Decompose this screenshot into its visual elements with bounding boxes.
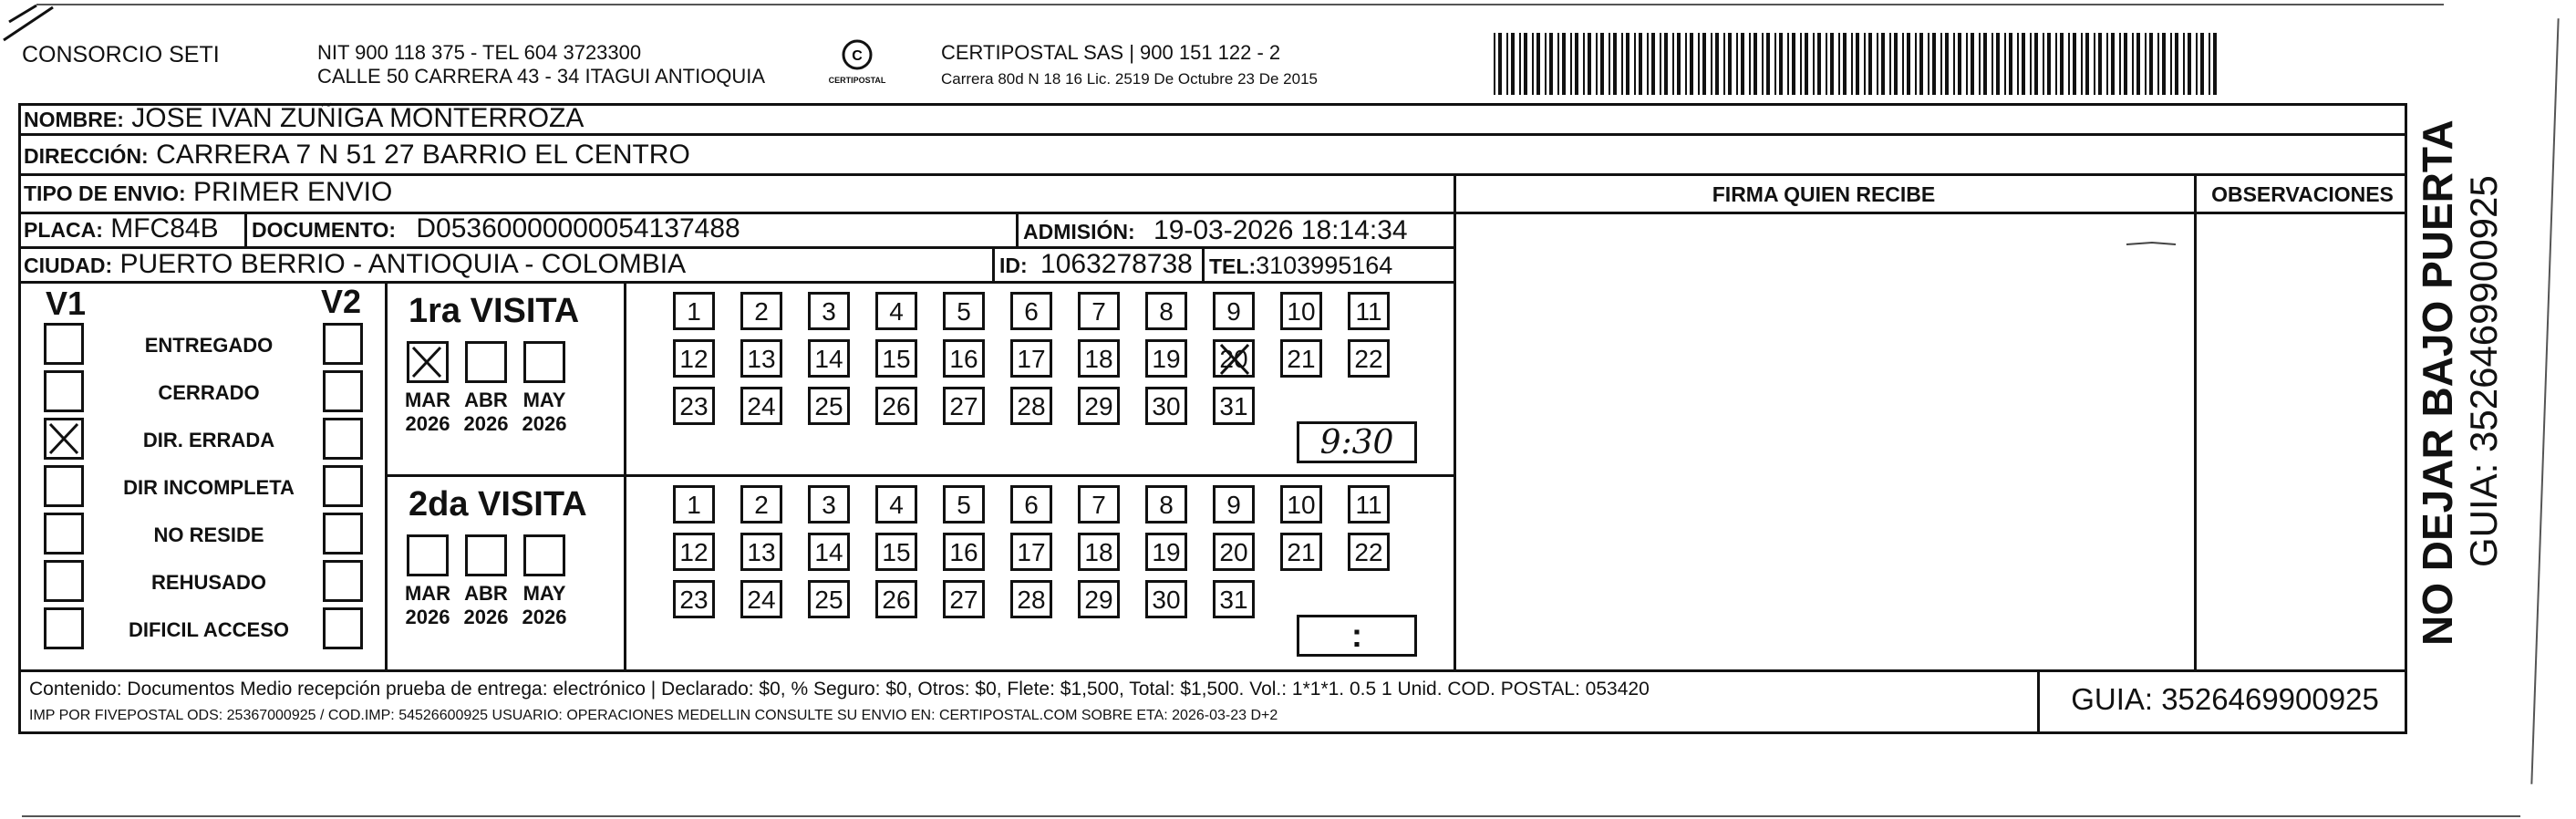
day-box[interactable] bbox=[1213, 339, 1255, 378]
v1-label: V1 bbox=[46, 285, 87, 322]
footer-imp: IMP POR FIVEPOSTAL ODS: 25367000925 / COD.IMP: 54526600925 USUARIO: OPERACIONES MEDELLIN CONSULTE SU ENVIO EN: CERTIPOSTAL.COM SOBRE ETA: 2026-03-23 D+2 bbox=[29, 708, 1278, 723]
day-box[interactable] bbox=[875, 339, 917, 378]
v1-checkbox[interactable] bbox=[44, 607, 84, 649]
month-checkbox[interactable] bbox=[407, 341, 449, 383]
month-name: ABR bbox=[464, 582, 508, 605]
day-box[interactable] bbox=[1348, 485, 1390, 524]
day-box[interactable] bbox=[740, 580, 782, 618]
tel-row bbox=[1209, 250, 1392, 282]
day-number: 4 bbox=[889, 297, 904, 326]
day-box[interactable] bbox=[1213, 292, 1255, 330]
status-label: ENTREGADO bbox=[144, 334, 274, 357]
day-box[interactable] bbox=[1010, 292, 1052, 330]
certipostal-address: Carrera 80d N 18 16 Lic. 2519 De Octubre 23 De 2015 bbox=[941, 70, 1318, 88]
day-number: 29 bbox=[1084, 392, 1113, 420]
day-number: 4 bbox=[889, 491, 904, 519]
v2-checkbox[interactable] bbox=[323, 418, 363, 460]
certipostal-logo bbox=[821, 38, 894, 93]
month-checkbox[interactable] bbox=[523, 341, 565, 383]
day-number: 11 bbox=[1355, 297, 1382, 326]
day-box[interactable] bbox=[1010, 339, 1052, 378]
direccion-value: CARRERA 7 N 51 27 BARRIO EL CENTRO bbox=[156, 140, 690, 170]
day-box[interactable] bbox=[740, 339, 782, 378]
day-box[interactable] bbox=[673, 580, 715, 618]
day-box[interactable] bbox=[1280, 292, 1322, 330]
day-number: 8 bbox=[1159, 491, 1174, 519]
day-box[interactable] bbox=[1078, 387, 1120, 425]
day-box[interactable] bbox=[740, 485, 782, 524]
day-number: 9 bbox=[1226, 491, 1241, 519]
day-box[interactable] bbox=[1280, 339, 1322, 378]
day-number: 15 bbox=[882, 345, 911, 373]
day-number: 16 bbox=[949, 345, 978, 373]
nombre-label: NOMBRE: bbox=[24, 108, 124, 131]
footer-contenido: Contenido: Documentos Medio recepción prueba de entrega: electrónico | Declarado: $0, % Seguro: $0, Otros: $0, Flete: $1,500, Total: $1,500. Vol.: 1*1*1. 0.5 1 Unid. COD. POSTAL: 053420 bbox=[29, 679, 1650, 700]
day-box[interactable] bbox=[808, 485, 850, 524]
day-number: 2 bbox=[754, 491, 769, 519]
month-checkbox[interactable] bbox=[523, 534, 565, 576]
day-box[interactable] bbox=[943, 485, 985, 524]
day-box[interactable] bbox=[1213, 580, 1255, 618]
v2-checkbox[interactable] bbox=[323, 465, 363, 507]
day-number: 24 bbox=[747, 392, 776, 420]
day-number: 22 bbox=[1354, 345, 1383, 373]
tel-value: 3103995164 bbox=[1256, 252, 1393, 279]
status-label: REHUSADO bbox=[151, 571, 266, 594]
visit2-title: 2da VISITA bbox=[409, 485, 587, 524]
tipo-label: TIPO DE ENVIO: bbox=[24, 181, 186, 205]
month-year: 2026 bbox=[463, 606, 509, 628]
day-box[interactable] bbox=[1348, 339, 1390, 378]
day-box[interactable] bbox=[1078, 580, 1120, 618]
page-edge bbox=[2530, 18, 2559, 784]
admision-label: ADMISIÓN: bbox=[1023, 220, 1135, 244]
id-value: 1063278738 bbox=[1040, 249, 1193, 279]
day-number: 3 bbox=[822, 297, 836, 326]
day-number: 14 bbox=[814, 538, 843, 566]
logo-text: CERTIPOSTAL bbox=[828, 76, 886, 85]
month-name: MAY bbox=[522, 582, 566, 605]
month-name: MAR bbox=[404, 389, 451, 411]
visit1-title: 1ra VISITA bbox=[409, 292, 580, 330]
day-number: 25 bbox=[814, 586, 843, 614]
ciudad-label: CIUDAD: bbox=[24, 254, 113, 277]
day-box[interactable] bbox=[1280, 533, 1322, 571]
month-name: ABR bbox=[464, 389, 508, 411]
barcode-icon bbox=[1494, 33, 2223, 95]
v2-checkbox[interactable] bbox=[323, 607, 363, 649]
day-number: 18 bbox=[1084, 345, 1113, 373]
month-name: MAY bbox=[522, 389, 566, 411]
day-box[interactable] bbox=[943, 533, 985, 571]
day-box[interactable] bbox=[808, 580, 850, 618]
day-number: 24 bbox=[747, 586, 776, 614]
day-number: 7 bbox=[1091, 491, 1106, 519]
day-number: 29 bbox=[1084, 586, 1113, 614]
month-name: MAR bbox=[404, 582, 451, 605]
company-address: CALLE 50 CARRERA 43 - 34 ITAGUI ANTIOQUIA bbox=[317, 65, 766, 88]
day-box[interactable] bbox=[1145, 485, 1187, 524]
certipostal-nit: CERTIPOSTAL SAS | 900 151 122 - 2 bbox=[941, 41, 1281, 64]
day-number: 7 bbox=[1091, 297, 1106, 326]
visit2-time-value: : bbox=[1351, 617, 1362, 654]
v1-checkbox[interactable] bbox=[44, 560, 84, 602]
v2-checkbox[interactable] bbox=[323, 323, 363, 365]
month-year: 2026 bbox=[405, 412, 450, 435]
footer-guia: GUIA: 3526469900925 bbox=[2071, 682, 2379, 716]
firma-header: FIRMA QUIEN RECIBE bbox=[1712, 182, 1936, 206]
no-dejar-bajo-puerta: NO DEJAR BAJO PUERTA bbox=[2414, 119, 2461, 646]
day-number: 16 bbox=[949, 538, 978, 566]
day-number: 26 bbox=[882, 392, 911, 420]
day-box[interactable] bbox=[943, 387, 985, 425]
admision-value: 19-03-2026 18:14:34 bbox=[1154, 215, 1408, 245]
day-number: 26 bbox=[882, 586, 911, 614]
day-number: 5 bbox=[957, 491, 971, 519]
day-number: 30 bbox=[1152, 392, 1181, 420]
signature-mark-icon bbox=[2125, 233, 2179, 252]
day-box[interactable] bbox=[808, 339, 850, 378]
day-box[interactable] bbox=[740, 387, 782, 425]
day-number: 13 bbox=[747, 538, 776, 566]
day-number: 25 bbox=[814, 392, 843, 420]
day-number: 19 bbox=[1152, 345, 1181, 373]
placa-value: MFC84B bbox=[110, 213, 219, 244]
day-box[interactable] bbox=[1213, 485, 1255, 524]
day-box[interactable] bbox=[1010, 580, 1052, 618]
v2-checkbox[interactable] bbox=[323, 560, 363, 602]
id-row bbox=[999, 249, 1193, 281]
svg-text:C: C bbox=[852, 48, 863, 64]
status-label: DIR. ERRADA bbox=[142, 429, 275, 451]
id-label: ID: bbox=[999, 254, 1028, 277]
day-box[interactable] bbox=[943, 292, 985, 330]
col-line bbox=[2194, 173, 2197, 669]
day-number: 17 bbox=[1017, 345, 1046, 373]
page-edge bbox=[22, 815, 2520, 817]
day-number: 17 bbox=[1017, 538, 1046, 566]
day-box[interactable] bbox=[673, 387, 715, 425]
day-number: 14 bbox=[814, 345, 843, 373]
col-line bbox=[1202, 246, 1205, 281]
month-year: 2026 bbox=[522, 412, 567, 435]
day-number: 1 bbox=[687, 297, 701, 326]
day-number: 23 bbox=[679, 586, 709, 614]
direccion-row bbox=[24, 140, 690, 171]
day-box[interactable] bbox=[875, 485, 917, 524]
visit2-time[interactable] bbox=[1297, 615, 1417, 657]
day-number: 13 bbox=[747, 345, 776, 373]
day-number: 8 bbox=[1159, 297, 1174, 326]
day-box[interactable] bbox=[875, 533, 917, 571]
day-number: 30 bbox=[1152, 586, 1181, 614]
status-label: DIFICIL ACCESO bbox=[128, 618, 289, 641]
visit1-time-value: 9:30 bbox=[1319, 424, 1394, 461]
day-box[interactable] bbox=[875, 387, 917, 425]
nit-tel: NIT 900 118 375 - TEL 604 3723300 bbox=[317, 41, 642, 64]
day-number: 2 bbox=[754, 297, 769, 326]
placa-label: PLACA: bbox=[24, 218, 103, 242]
tipo-value: PRIMER ENVIO bbox=[192, 177, 393, 207]
day-number: 6 bbox=[1024, 491, 1039, 519]
month-year: 2026 bbox=[405, 606, 450, 628]
day-number: 3 bbox=[822, 491, 836, 519]
day-number: 20 bbox=[1219, 345, 1248, 373]
status-label: CERRADO bbox=[158, 381, 260, 404]
tipo-row bbox=[24, 177, 392, 209]
day-number: 22 bbox=[1354, 538, 1383, 566]
status-label: DIR INCOMPLETA bbox=[123, 476, 295, 499]
month-checkbox[interactable] bbox=[465, 534, 507, 576]
day-number: 10 bbox=[1287, 491, 1316, 519]
day-box[interactable] bbox=[1145, 580, 1187, 618]
day-number: 9 bbox=[1226, 297, 1241, 326]
day-number: 28 bbox=[1017, 392, 1046, 420]
v1-checkbox[interactable] bbox=[44, 418, 84, 460]
v1-checkbox[interactable] bbox=[44, 370, 84, 412]
col-line bbox=[992, 246, 995, 281]
v2-checkbox[interactable] bbox=[323, 370, 363, 412]
day-number: 27 bbox=[949, 392, 978, 420]
day-box[interactable] bbox=[1145, 533, 1187, 571]
v1-checkbox[interactable] bbox=[44, 465, 84, 507]
day-number: 10 bbox=[1287, 297, 1316, 326]
v1-checkbox[interactable] bbox=[44, 323, 84, 365]
day-number: 31 bbox=[1219, 392, 1248, 420]
col-line bbox=[244, 212, 247, 246]
placa-row bbox=[24, 213, 219, 245]
status-label: NO RESIDE bbox=[153, 524, 264, 546]
day-box[interactable] bbox=[740, 533, 782, 571]
day-box[interactable] bbox=[673, 485, 715, 524]
day-box[interactable] bbox=[673, 339, 715, 378]
day-box[interactable] bbox=[808, 387, 850, 425]
day-number: 23 bbox=[679, 392, 709, 420]
day-number: 31 bbox=[1219, 586, 1248, 614]
month-year: 2026 bbox=[522, 606, 567, 628]
v1-checkbox[interactable] bbox=[44, 513, 84, 555]
day-box[interactable] bbox=[1010, 533, 1052, 571]
row-line bbox=[18, 173, 2407, 176]
ciudad-value: PUERTO BERRIO - ANTIOQUIA - COLOMBIA bbox=[119, 249, 687, 279]
day-box[interactable] bbox=[1280, 485, 1322, 524]
nombre-row bbox=[24, 103, 584, 135]
side-guia: GUIA: 3526469900925 bbox=[2462, 175, 2505, 567]
day-box[interactable] bbox=[875, 292, 917, 330]
day-box[interactable] bbox=[1145, 387, 1187, 425]
logo-icon bbox=[821, 38, 894, 71]
month-year: 2026 bbox=[463, 412, 509, 435]
day-number: 6 bbox=[1024, 297, 1039, 326]
day-number: 1 bbox=[687, 491, 701, 519]
day-box[interactable] bbox=[1078, 292, 1120, 330]
day-box[interactable] bbox=[740, 292, 782, 330]
day-number: 28 bbox=[1017, 586, 1046, 614]
day-box[interactable] bbox=[1213, 387, 1255, 425]
day-number: 19 bbox=[1152, 538, 1181, 566]
day-box[interactable] bbox=[1010, 485, 1052, 524]
col-line bbox=[385, 281, 388, 669]
day-box[interactable] bbox=[943, 580, 985, 618]
day-number: 27 bbox=[949, 586, 978, 614]
documento-row bbox=[252, 213, 740, 245]
ciudad-row bbox=[24, 249, 686, 281]
day-number: 18 bbox=[1084, 538, 1113, 566]
day-box[interactable] bbox=[808, 533, 850, 571]
admision-row bbox=[1023, 215, 1408, 247]
day-box[interactable] bbox=[673, 533, 715, 571]
day-number: 12 bbox=[679, 538, 709, 566]
day-box[interactable] bbox=[943, 339, 985, 378]
day-number: 11 bbox=[1355, 491, 1382, 519]
day-box[interactable] bbox=[1213, 533, 1255, 571]
col-line bbox=[624, 281, 626, 669]
documento-value: D05360000000054137488 bbox=[416, 213, 740, 244]
day-number: 5 bbox=[957, 297, 971, 326]
v2-checkbox[interactable] bbox=[323, 513, 363, 555]
day-number: 20 bbox=[1219, 538, 1248, 566]
observaciones-header: OBSERVACIONES bbox=[2211, 182, 2394, 206]
day-box[interactable] bbox=[1010, 387, 1052, 425]
day-box[interactable] bbox=[673, 292, 715, 330]
day-box[interactable] bbox=[1348, 533, 1390, 571]
nombre-value: JOSE IVAN ZUÑIGA MONTERROZA bbox=[131, 103, 585, 133]
day-box[interactable] bbox=[1348, 292, 1390, 330]
month-checkbox[interactable] bbox=[465, 341, 507, 383]
footer-line bbox=[18, 669, 2407, 672]
day-box[interactable] bbox=[875, 580, 917, 618]
day-number: 12 bbox=[679, 345, 709, 373]
month-checkbox[interactable] bbox=[407, 534, 449, 576]
visit1-time[interactable] bbox=[1297, 421, 1417, 463]
documento-label: DOCUMENTO: bbox=[252, 218, 397, 242]
day-box[interactable] bbox=[808, 292, 850, 330]
direccion-label: DIRECCIÓN: bbox=[24, 144, 149, 168]
day-box[interactable] bbox=[1078, 533, 1120, 571]
day-box[interactable] bbox=[1078, 485, 1120, 524]
day-box[interactable] bbox=[1145, 339, 1187, 378]
day-number: 15 bbox=[882, 538, 911, 566]
col-line bbox=[1016, 212, 1019, 246]
visit-divider bbox=[385, 474, 1454, 477]
col-line bbox=[2037, 669, 2040, 734]
top-border-line bbox=[36, 4, 2444, 5]
day-box[interactable] bbox=[1145, 292, 1187, 330]
day-number: 21 bbox=[1287, 345, 1316, 373]
company-name: CONSORCIO SETI bbox=[22, 42, 220, 67]
tel-label: TEL: bbox=[1209, 254, 1257, 278]
col-line bbox=[1454, 173, 1456, 669]
corner-mark-icon bbox=[0, 0, 64, 46]
v2-label: V2 bbox=[321, 283, 362, 320]
day-number: 21 bbox=[1287, 538, 1316, 566]
day-box[interactable] bbox=[1078, 339, 1120, 378]
